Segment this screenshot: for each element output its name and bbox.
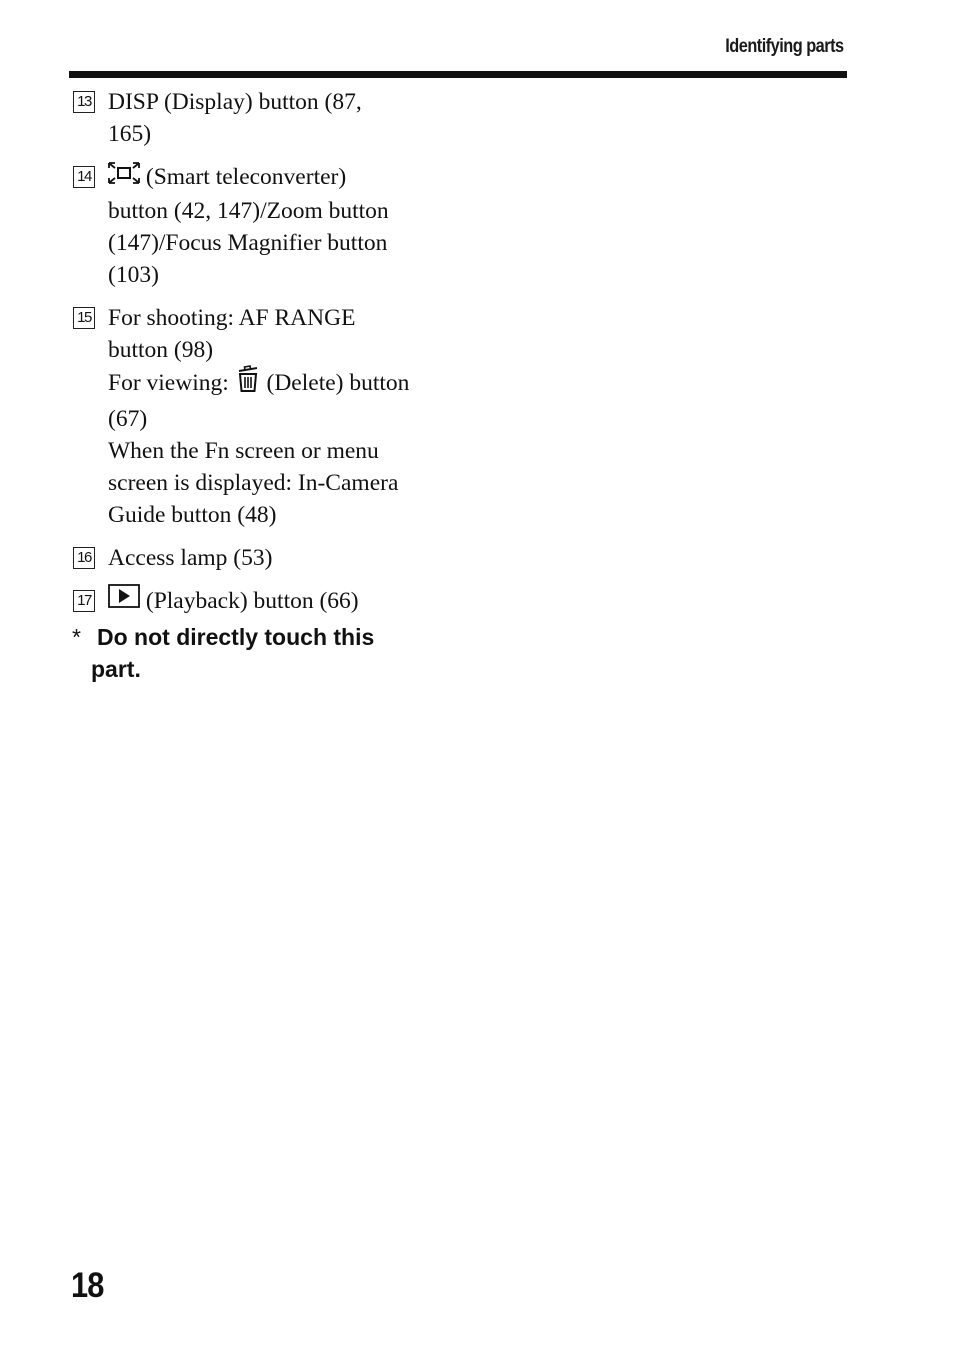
trash-icon <box>235 364 261 401</box>
item-15-viewing-label: For viewing: <box>108 369 235 396</box>
list-item-13 <box>73 86 453 150</box>
list-item-17 <box>73 585 453 619</box>
note-line-1: Do not directly touch this <box>97 624 375 650</box>
item-15-line-7: Guide button (48) <box>108 501 277 528</box>
caution-note <box>72 621 374 685</box>
page-number: 18 <box>71 1266 104 1305</box>
item-number-14: 14 <box>73 166 95 188</box>
item-13-line-1: DISP (Display) button (87, <box>108 89 362 115</box>
list-item-15 <box>73 302 453 531</box>
item-16-line-1: Access lamp (53) <box>108 544 273 571</box>
item-number-13: 13 <box>73 91 95 113</box>
item-15-line-1: For shooting: AF RANGE <box>108 304 356 331</box>
item-14-line-1 <box>108 161 453 195</box>
item-17-line-1 <box>108 585 453 619</box>
item-number-17: 17 <box>73 590 95 612</box>
header-rule <box>69 71 847 78</box>
item-14-line-3: (147)/Focus Magnifier button <box>108 229 388 256</box>
item-14-line-4: (103) <box>108 261 159 288</box>
item-13-line-2: 165) <box>108 121 152 147</box>
note-asterisk: * <box>72 624 81 650</box>
item-number-15: 15 <box>73 307 95 329</box>
item-15-line-3 <box>108 366 453 403</box>
item-15-line-5: When the Fn screen or menu <box>108 437 379 464</box>
section-title: Identifying parts <box>725 36 844 57</box>
item-15-line-6: screen is displayed: In-Camera <box>108 469 399 496</box>
item-14-line-1-text: (Smart teleconverter) <box>140 164 347 190</box>
list-item-14 <box>73 161 453 291</box>
list-item-16 <box>73 542 453 574</box>
playback-icon <box>108 584 140 617</box>
item-15-line-2: button (98) <box>108 336 214 363</box>
item-number-16: 16 <box>73 547 95 569</box>
item-15-delete-label: (Delete) button <box>260 369 410 396</box>
note-line-2: part. <box>91 656 141 682</box>
smart-teleconverter-icon <box>108 161 140 193</box>
parts-list <box>73 86 453 630</box>
item-15-line-4: (67) <box>108 405 148 432</box>
item-17-line-1-text: (Playback) button (66) <box>140 587 359 614</box>
item-14-line-2: button (42, 147)/Zoom button <box>108 197 389 224</box>
